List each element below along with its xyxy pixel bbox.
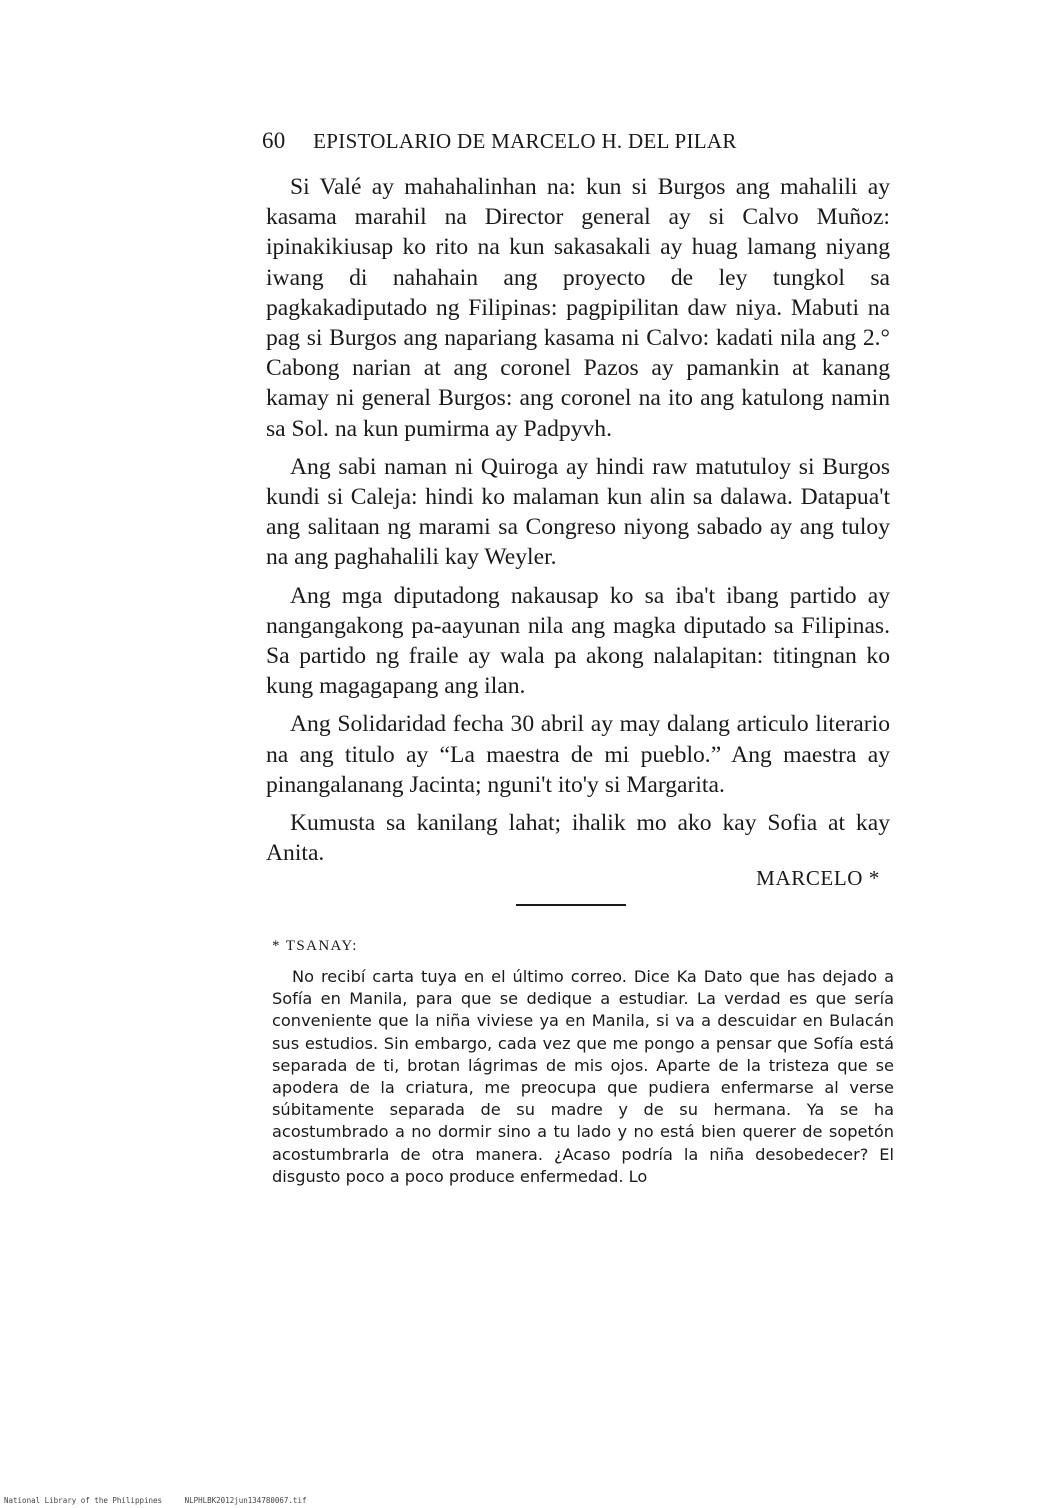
scan-library-name: National Library of the Philippines — [4, 1496, 163, 1505]
running-title: EPISTOLARIO DE MARCELO H. DEL PILAR — [313, 129, 737, 153]
scan-file-id: NLPHLBK2012jun134780067.tif — [184, 1496, 307, 1505]
signature: MARCELO * — [756, 866, 880, 890]
paragraph-4: Ang Solidaridad fecha 30 abril ay may dalang articulo literario na ang titulo ay “La maestra de mi pueblo.” Ang maestra ay pinangalanang Jacinta; nguni't ito'y si Margarita. — [266, 711, 890, 798]
scan-footer — [4, 1496, 306, 1505]
section-divider — [516, 904, 626, 906]
footnote-label: * TSANAY: — [272, 938, 358, 954]
paragraph-1: Si Valé ay mahahalinhan na: kun si Burgos ang mahalili ay kasama marahil na Director general ay si Calvo Muñoz: ipinakikiusap ko rito na kun sakasakali ay huag lamang niyang iwang di nahahain ang proyecto de ley tungkol sa pagkakadiputado ng Filipinas: pagpipilitan daw niya. Mabuti na pag si Burgos ang napariang kasama ni Calvo: kadati nila ang 2.° Cabong narian at ang coronel Pazos ay pamankin at kanang kamay ni general Burgos: ang coronel na ito ang katulong namin sa Sol. na kun pumirma ay Padpyvh. — [266, 174, 890, 442]
page-number: 60 — [262, 128, 286, 153]
running-head — [262, 128, 902, 160]
letter-body — [266, 172, 890, 868]
paragraph-2: Ang sabi naman ni Quiroga ay hindi raw matutuloy si Burgos kundi si Caleja: hindi ko malaman kun alin sa dalawa. Datapua't ang salitaan ng marami sa Congreso niyong sabado ay ang tuloy na ang paghahalili kay Weyler. — [266, 453, 890, 571]
paragraph-3: Ang mga diputadong nakausap ko sa iba't ibang partido ay nangangakong pa-aayunan nila ang magka diputado sa Filipinas. Sa partido ng fraile ay wala pa akong nalalapitan: titingnan ko kung magagapang ang ilan. — [266, 582, 890, 700]
footnote-text: No recibí carta tuya en el último correo. Dice Ka Dato que has dejado a Sofía en Manila, para que se dedique a estudiar. La verdad es que sería conveniente que la niña viviese ya en Manila, si va a descuidar en Bulacán sus estudios. Sin embargo, cada vez que me pongo a pensar que Sofía está separada de ti, brotan lágrimas de mis ojos. Aparte de la tristeza que se apodera de la criatura, me preocupa que pudiera enfermarse al verse súbitamente separada de su madre y de su hermana. Ya se ha acostumbrado a no dormir sino a tu lado y no está bien querer de sopetón acostumbrarla de otra manera. ¿Acaso podría la niña desobedecer? El disgusto poco a poco produce enfermedad. Lo — [272, 967, 894, 1186]
paragraph-5: Kumusta sa kanilang lahat; ihalik mo ako kay Sofia at kay Anita. — [266, 810, 890, 867]
